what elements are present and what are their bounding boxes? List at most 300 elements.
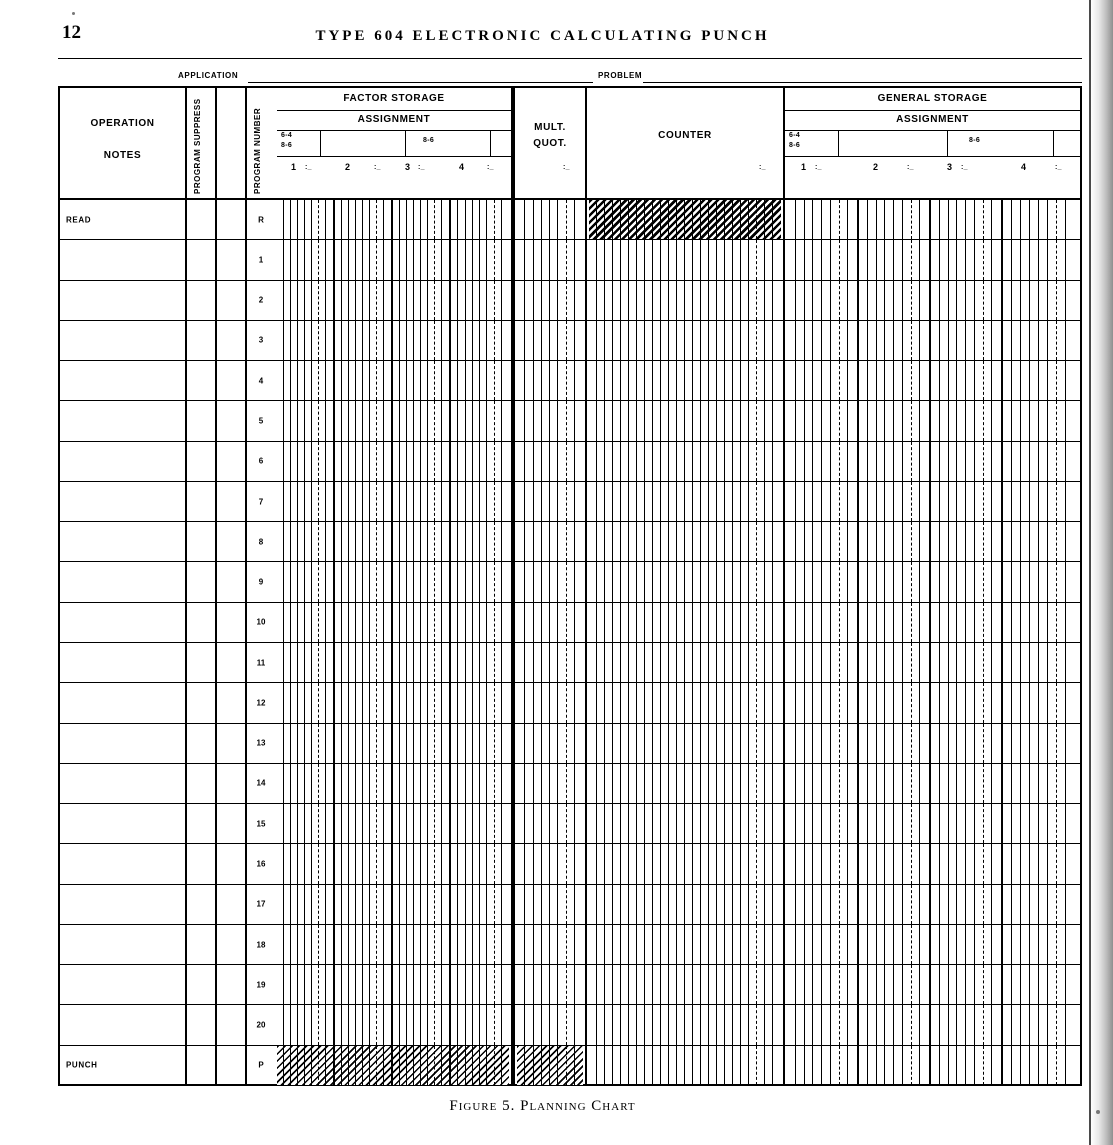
punch-box[interactable]: [363, 321, 370, 360]
punch-box[interactable]: [384, 965, 391, 1004]
punch-box[interactable]: [534, 683, 542, 722]
factor-storage-boxes[interactable]: [277, 522, 509, 561]
punch-box[interactable]: [848, 281, 857, 320]
punch-box[interactable]: [653, 562, 661, 601]
punch-box[interactable]: [517, 643, 525, 682]
punch-box[interactable]: [575, 281, 583, 320]
punch-box[interactable]: [805, 321, 814, 360]
punch-box[interactable]: [859, 683, 868, 722]
punch-box[interactable]: [621, 442, 629, 481]
punch-box[interactable]: [1039, 844, 1048, 883]
punch-box[interactable]: [984, 885, 993, 924]
punch-box[interactable]: [984, 1005, 993, 1044]
punch-box[interactable]: [773, 1046, 781, 1085]
punch-box[interactable]: [1030, 562, 1039, 601]
punch-box[interactable]: [558, 442, 566, 481]
punch-box[interactable]: [605, 925, 613, 964]
punch-box[interactable]: [877, 442, 886, 481]
punch-box[interactable]: [589, 683, 597, 722]
box-group[interactable]: [451, 200, 509, 239]
punch-box[interactable]: [567, 361, 575, 400]
punch-box[interactable]: [326, 603, 333, 642]
punch-box[interactable]: [805, 804, 814, 843]
punch-box[interactable]: [1057, 240, 1066, 279]
punch-box[interactable]: [975, 1046, 984, 1085]
punch-box[interactable]: [1012, 200, 1021, 239]
punch-box[interactable]: [502, 724, 509, 763]
punch-box[interactable]: [466, 1046, 473, 1085]
punch-box[interactable]: [502, 361, 509, 400]
punch-box[interactable]: [877, 804, 886, 843]
punch-box[interactable]: [335, 1005, 342, 1044]
punch-box[interactable]: [637, 764, 645, 803]
punch-box[interactable]: [940, 965, 949, 1004]
box-group[interactable]: [787, 804, 859, 843]
punch-box[interactable]: [805, 643, 814, 682]
punch-box[interactable]: [480, 361, 487, 400]
punch-box[interactable]: [428, 562, 435, 601]
punch-box[interactable]: [931, 281, 940, 320]
punch-box[interactable]: [685, 401, 693, 440]
punch-box[interactable]: [975, 281, 984, 320]
punch-box[interactable]: [859, 885, 868, 924]
punch-box[interactable]: [400, 562, 407, 601]
box-group[interactable]: [1003, 804, 1075, 843]
box-group[interactable]: [393, 442, 451, 481]
punch-box[interactable]: [848, 361, 857, 400]
punch-box[interactable]: [949, 240, 958, 279]
box-group[interactable]: [277, 844, 335, 883]
punch-box[interactable]: [517, 522, 525, 561]
punch-box[interactable]: [1021, 562, 1030, 601]
punch-box[interactable]: [773, 1005, 781, 1044]
punch-box[interactable]: [421, 764, 428, 803]
punch-box[interactable]: [621, 603, 629, 642]
punch-box[interactable]: [840, 844, 849, 883]
punch-box[interactable]: [613, 200, 621, 239]
punch-box[interactable]: [717, 562, 725, 601]
box-group[interactable]: [335, 643, 393, 682]
punch-box[interactable]: [393, 522, 400, 561]
punch-box[interactable]: [393, 321, 400, 360]
punch-box[interactable]: [749, 1046, 757, 1085]
punch-box[interactable]: [1057, 683, 1066, 722]
punch-box[interactable]: [685, 643, 693, 682]
punch-box[interactable]: [312, 804, 319, 843]
punch-box[interactable]: [335, 603, 342, 642]
punch-box[interactable]: [621, 804, 629, 843]
punch-box[interactable]: [305, 724, 312, 763]
box-group[interactable]: [1003, 482, 1075, 521]
punch-box[interactable]: [442, 1046, 449, 1085]
punch-box[interactable]: [840, 603, 849, 642]
punch-box[interactable]: [1066, 844, 1075, 883]
punch-box[interactable]: [451, 562, 458, 601]
punch-box[interactable]: [912, 361, 921, 400]
punch-box[interactable]: [813, 804, 822, 843]
punch-box[interactable]: [831, 804, 840, 843]
punch-box[interactable]: [912, 482, 921, 521]
punch-box[interactable]: [589, 442, 597, 481]
punch-box[interactable]: [741, 603, 749, 642]
table-row[interactable]: [60, 321, 1080, 361]
punch-box[interactable]: [877, 965, 886, 1004]
punch-box[interactable]: [451, 361, 458, 400]
punch-box[interactable]: [992, 562, 1001, 601]
punch-box[interactable]: [669, 1005, 677, 1044]
punch-box[interactable]: [868, 321, 877, 360]
punch-box[interactable]: [377, 844, 384, 883]
punch-box[interactable]: [1030, 482, 1039, 521]
punch-box[interactable]: [940, 522, 949, 561]
punch-box[interactable]: [458, 724, 465, 763]
punch-box[interactable]: [393, 603, 400, 642]
punch-box[interactable]: [957, 361, 966, 400]
punch-box[interactable]: [414, 764, 421, 803]
punch-box[interactable]: [912, 321, 921, 360]
punch-box[interactable]: [621, 200, 629, 239]
punch-box[interactable]: [1003, 522, 1012, 561]
punch-box[interactable]: [277, 683, 284, 722]
punch-box[interactable]: [458, 1046, 465, 1085]
punch-box[interactable]: [749, 885, 757, 924]
punch-box[interactable]: [421, 321, 428, 360]
punch-box[interactable]: [466, 562, 473, 601]
punch-box[interactable]: [669, 321, 677, 360]
punch-box[interactable]: [370, 281, 377, 320]
punch-box[interactable]: [894, 683, 903, 722]
punch-box[interactable]: [693, 885, 701, 924]
punch-box[interactable]: [949, 683, 958, 722]
punch-box[interactable]: [495, 240, 502, 279]
punch-box[interactable]: [277, 1046, 284, 1085]
punch-box[interactable]: [349, 482, 356, 521]
punch-box[interactable]: [757, 965, 765, 1004]
punch-box[interactable]: [677, 683, 685, 722]
punch-box[interactable]: [741, 361, 749, 400]
punch-box[interactable]: [894, 200, 903, 239]
punch-box[interactable]: [558, 522, 566, 561]
punch-box[interactable]: [903, 321, 912, 360]
punch-box[interactable]: [342, 724, 349, 763]
punch-box[interactable]: [342, 281, 349, 320]
punch-box[interactable]: [349, 522, 356, 561]
punch-box[interactable]: [370, 401, 377, 440]
punch-box[interactable]: [407, 925, 414, 964]
punch-box[interactable]: [589, 240, 597, 279]
punch-box[interactable]: [435, 482, 442, 521]
punch-box[interactable]: [637, 925, 645, 964]
punch-box[interactable]: [975, 683, 984, 722]
punch-box[interactable]: [575, 965, 583, 1004]
punch-box[interactable]: [894, 240, 903, 279]
punch-box[interactable]: [903, 1046, 912, 1085]
punch-box[interactable]: [613, 643, 621, 682]
factor-storage-boxes[interactable]: [277, 401, 509, 440]
punch-box[interactable]: [458, 925, 465, 964]
punch-box[interactable]: [693, 281, 701, 320]
punch-box[interactable]: [877, 281, 886, 320]
punch-box[interactable]: [442, 562, 449, 601]
punch-box[interactable]: [342, 482, 349, 521]
punch-box[interactable]: [877, 925, 886, 964]
punch-box[interactable]: [868, 522, 877, 561]
punch-box[interactable]: [992, 1005, 1001, 1044]
punch-box[interactable]: [822, 683, 831, 722]
punch-box[interactable]: [966, 321, 975, 360]
punch-box[interactable]: [487, 1046, 494, 1085]
punch-box[interactable]: [885, 321, 894, 360]
punch-box[interactable]: [957, 200, 966, 239]
punch-box[interactable]: [342, 401, 349, 440]
punch-box[interactable]: [859, 281, 868, 320]
operation-notes-cell[interactable]: [60, 281, 185, 320]
punch-box[interactable]: [709, 643, 717, 682]
punch-box[interactable]: [868, 1005, 877, 1044]
box-group[interactable]: [859, 925, 931, 964]
punch-box[interactable]: [342, 522, 349, 561]
punch-box[interactable]: [473, 281, 480, 320]
punch-box[interactable]: [400, 1046, 407, 1085]
punch-box[interactable]: [312, 925, 319, 964]
punch-box[interactable]: [984, 925, 993, 964]
punch-box[interactable]: [709, 965, 717, 1004]
punch-box[interactable]: [284, 1046, 291, 1085]
punch-box[interactable]: [709, 844, 717, 883]
punch-box[interactable]: [931, 482, 940, 521]
punch-box[interactable]: [661, 683, 669, 722]
punch-box[interactable]: [575, 724, 583, 763]
punch-box[interactable]: [805, 281, 814, 320]
box-group[interactable]: [277, 643, 335, 682]
punch-box[interactable]: [400, 764, 407, 803]
punch-box[interactable]: [975, 844, 984, 883]
punch-box[interactable]: [550, 683, 558, 722]
punch-box[interactable]: [765, 925, 773, 964]
punch-box[interactable]: [356, 482, 363, 521]
program-suppress-cell[interactable]: [187, 925, 215, 964]
operation-notes-cell[interactable]: [60, 724, 185, 763]
punch-box[interactable]: [765, 844, 773, 883]
punch-box[interactable]: [312, 562, 319, 601]
punch-box[interactable]: [502, 281, 509, 320]
punch-box[interactable]: [1012, 1005, 1021, 1044]
punch-box[interactable]: [575, 442, 583, 481]
punch-box[interactable]: [291, 1005, 298, 1044]
punch-box[interactable]: [414, 240, 421, 279]
punch-box[interactable]: [377, 482, 384, 521]
punch-box[interactable]: [992, 764, 1001, 803]
punch-box[interactable]: [894, 643, 903, 682]
punch-box[interactable]: [669, 885, 677, 924]
punch-box[interactable]: [466, 281, 473, 320]
punch-box[interactable]: [813, 643, 822, 682]
punch-box[interactable]: [567, 200, 575, 239]
punch-box[interactable]: [1066, 482, 1075, 521]
punch-box[interactable]: [567, 522, 575, 561]
punch-box[interactable]: [502, 844, 509, 883]
punch-box[interactable]: [645, 200, 653, 239]
punch-box[interactable]: [458, 482, 465, 521]
punch-box[interactable]: [407, 361, 414, 400]
punch-box[interactable]: [931, 1046, 940, 1085]
punch-box[interactable]: [992, 683, 1001, 722]
punch-box[interactable]: [1021, 844, 1030, 883]
punch-box[interactable]: [920, 1046, 929, 1085]
box-group[interactable]: [1003, 321, 1075, 360]
operation-notes-cell[interactable]: [60, 240, 185, 279]
punch-box[interactable]: [1021, 1046, 1030, 1085]
general-storage-boxes[interactable]: [787, 724, 1077, 763]
box-group[interactable]: [1003, 603, 1075, 642]
punch-box[interactable]: [542, 562, 550, 601]
box-group[interactable]: [393, 401, 451, 440]
punch-box[interactable]: [575, 804, 583, 843]
punch-box[interactable]: [717, 482, 725, 521]
punch-box[interactable]: [894, 482, 903, 521]
counter-boxes[interactable]: [589, 683, 781, 722]
punch-box[interactable]: [957, 804, 966, 843]
punch-box[interactable]: [605, 844, 613, 883]
mult-quot-boxes[interactable]: [517, 361, 583, 400]
punch-box[interactable]: [525, 442, 533, 481]
punch-box[interactable]: [653, 683, 661, 722]
punch-box[interactable]: [661, 925, 669, 964]
punch-box[interactable]: [912, 925, 921, 964]
box-group[interactable]: [451, 401, 509, 440]
punch-box[interactable]: [421, 965, 428, 1004]
punch-box[interactable]: [326, 482, 333, 521]
punch-box[interactable]: [949, 482, 958, 521]
punch-box[interactable]: [741, 442, 749, 481]
punch-box[interactable]: [517, 482, 525, 521]
punch-box[interactable]: [277, 442, 284, 481]
punch-box[interactable]: [885, 965, 894, 1004]
punch-box[interactable]: [957, 1005, 966, 1044]
box-group[interactable]: [277, 321, 335, 360]
punch-box[interactable]: [451, 844, 458, 883]
punch-box[interactable]: [984, 764, 993, 803]
punch-box[interactable]: [613, 925, 621, 964]
punch-box[interactable]: [1057, 562, 1066, 601]
punch-box[interactable]: [312, 401, 319, 440]
box-group[interactable]: [787, 522, 859, 561]
punch-box[interactable]: [629, 1046, 637, 1085]
punch-box[interactable]: [349, 401, 356, 440]
punch-box[interactable]: [894, 522, 903, 561]
box-group[interactable]: [277, 562, 335, 601]
punch-box[interactable]: [542, 885, 550, 924]
punch-box[interactable]: [442, 885, 449, 924]
punch-box[interactable]: [813, 603, 822, 642]
punch-box[interactable]: [495, 603, 502, 642]
punch-box[interactable]: [349, 200, 356, 239]
punch-box[interactable]: [550, 562, 558, 601]
box-group[interactable]: [859, 1005, 931, 1044]
punch-box[interactable]: [319, 361, 326, 400]
table-row[interactable]: [60, 361, 1080, 401]
punch-box[interactable]: [370, 724, 377, 763]
punch-box[interactable]: [319, 965, 326, 1004]
box-group[interactable]: [451, 885, 509, 924]
general-storage-boxes[interactable]: [787, 522, 1077, 561]
punch-box[interactable]: [305, 643, 312, 682]
mult-quot-boxes[interactable]: [517, 562, 583, 601]
punch-box[interactable]: [393, 683, 400, 722]
punch-box[interactable]: [377, 562, 384, 601]
punch-box[interactable]: [502, 200, 509, 239]
punch-box[interactable]: [407, 683, 414, 722]
punch-box[interactable]: [534, 1005, 542, 1044]
box-group[interactable]: [1003, 240, 1075, 279]
punch-box[interactable]: [1039, 764, 1048, 803]
punch-box[interactable]: [725, 200, 733, 239]
punch-box[interactable]: [975, 361, 984, 400]
punch-box[interactable]: [877, 1046, 886, 1085]
punch-box[interactable]: [326, 764, 333, 803]
punch-box[interactable]: [458, 965, 465, 1004]
punch-box[interactable]: [407, 1046, 414, 1085]
punch-box[interactable]: [885, 643, 894, 682]
punch-box[interactable]: [525, 804, 533, 843]
punch-box[interactable]: [885, 522, 894, 561]
punch-box[interactable]: [813, 321, 822, 360]
punch-box[interactable]: [984, 965, 993, 1004]
punch-box[interactable]: [757, 764, 765, 803]
punch-box[interactable]: [957, 925, 966, 964]
punch-box[interactable]: [435, 240, 442, 279]
punch-box[interactable]: [637, 885, 645, 924]
program-suppress-cell[interactable]: [187, 603, 215, 642]
punch-box[interactable]: [1039, 643, 1048, 682]
punch-box[interactable]: [342, 965, 349, 1004]
punch-box[interactable]: [384, 401, 391, 440]
punch-box[interactable]: [525, 401, 533, 440]
punch-box[interactable]: [589, 401, 597, 440]
punch-box[interactable]: [701, 522, 709, 561]
punch-box[interactable]: [458, 361, 465, 400]
punch-box[interactable]: [749, 321, 757, 360]
punch-box[interactable]: [414, 321, 421, 360]
box-group[interactable]: [451, 361, 509, 400]
punch-box[interactable]: [466, 321, 473, 360]
punch-box[interactable]: [558, 724, 566, 763]
punch-box[interactable]: [984, 522, 993, 561]
punch-box[interactable]: [363, 683, 370, 722]
box-group[interactable]: [1003, 724, 1075, 763]
punch-box[interactable]: [1030, 804, 1039, 843]
box-group[interactable]: [277, 401, 335, 440]
punch-box[interactable]: [859, 965, 868, 1004]
punch-box[interactable]: [597, 401, 605, 440]
punch-box[interactable]: [749, 1005, 757, 1044]
punch-box[interactable]: [605, 281, 613, 320]
punch-box[interactable]: [1039, 240, 1048, 279]
punch-box[interactable]: [805, 764, 814, 803]
punch-box[interactable]: [1057, 522, 1066, 561]
punch-box[interactable]: [966, 522, 975, 561]
punch-box[interactable]: [701, 764, 709, 803]
punch-box[interactable]: [733, 562, 741, 601]
punch-box[interactable]: [1012, 965, 1021, 1004]
punch-box[interactable]: [629, 361, 637, 400]
punch-box[interactable]: [885, 401, 894, 440]
punch-box[interactable]: [1048, 643, 1057, 682]
punch-box[interactable]: [1021, 683, 1030, 722]
punch-box[interactable]: [480, 885, 487, 924]
punch-box[interactable]: [502, 240, 509, 279]
mult-quot-boxes[interactable]: [517, 1046, 583, 1085]
